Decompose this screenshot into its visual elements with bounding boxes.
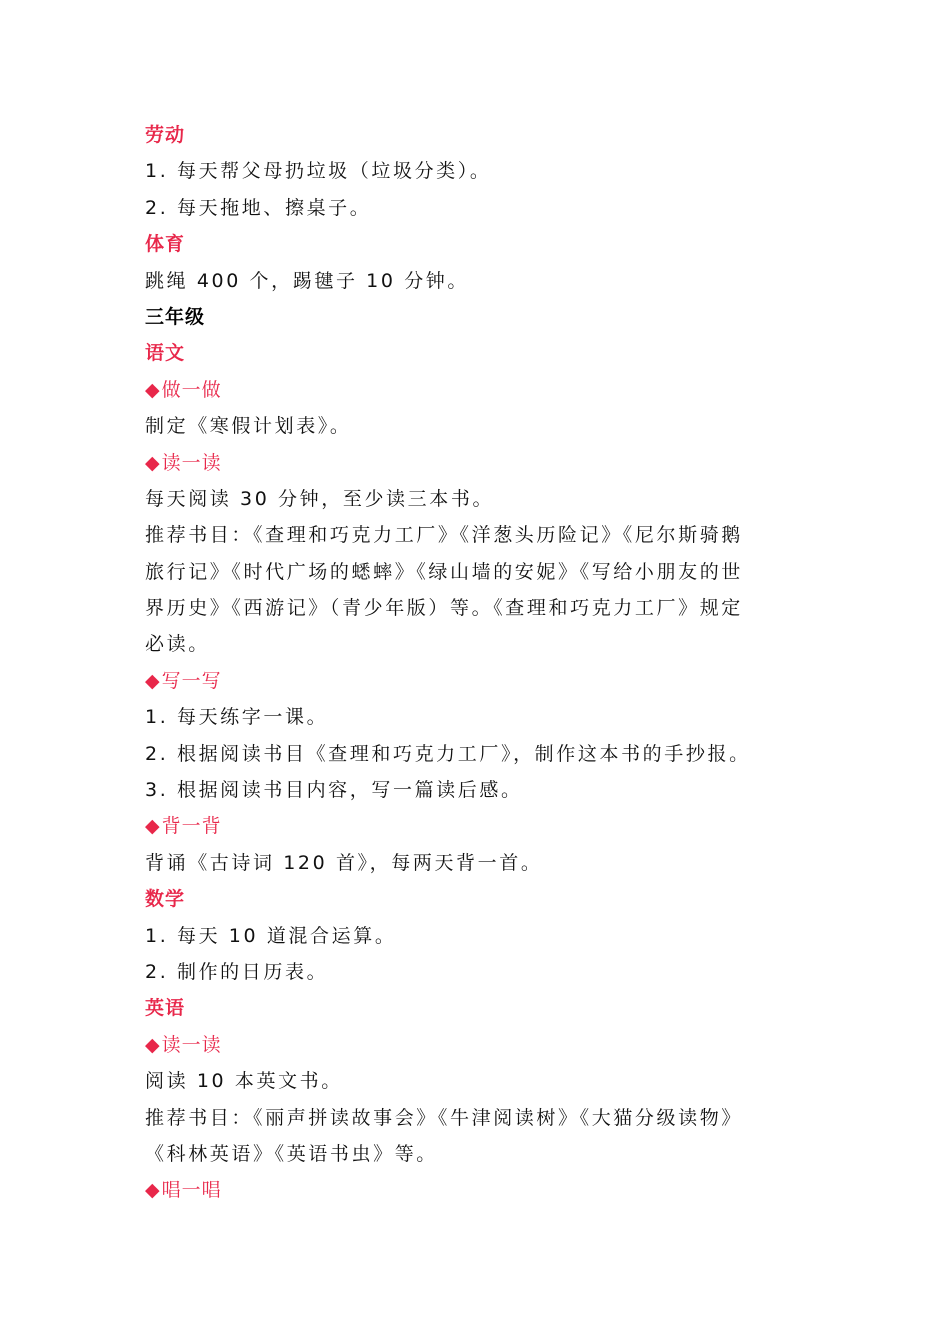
pe-text: 跳绳 400 个，踢毽子 10 分钟。 <box>145 269 470 292</box>
english-read-text: 阅读 10 本英文书。 <box>145 1070 343 1093</box>
chinese-write-item-3: 3. 根据阅读书目内容，写一篇读后感。 <box>145 779 523 802</box>
subheading-english-sing <box>145 1172 815 1208</box>
chinese-recommend-line-3: 界历史》《西游记》（青少年版）等。《查理和巧克力工厂》规定 <box>145 597 743 620</box>
diamond-icon: ◆ <box>145 815 161 838</box>
diamond-icon: ◆ <box>145 378 161 401</box>
document-page <box>145 117 815 1209</box>
subheading-chinese-write <box>145 663 815 699</box>
chinese-recommend-line-2: 旅行记》《时代广场的蟋蟀》《绿山墙的安妮》《写给小朋友的世 <box>145 560 743 583</box>
chinese-write-item-2: 2. 根据阅读书目《查理和巧克力工厂》，制作这本书的手抄报。 <box>145 742 751 765</box>
subheading-label: 读一读 <box>161 1033 222 1056</box>
chinese-recommend-line-1: 推荐书目：《查理和巧克力工厂》《洋葱头历险记》《尼尔斯骑鹅 <box>145 524 743 547</box>
subheading-label: 唱一唱 <box>161 1179 222 1202</box>
section-heading-english: 英语 <box>145 997 186 1020</box>
subheading-label: 做一做 <box>161 378 222 401</box>
chinese-recite-text: 背诵《古诗词 120 首》，每两天背一首。 <box>145 851 543 874</box>
math-item-2: 2. 制作的日历表。 <box>145 960 329 983</box>
math-item-1: 1. 每天 10 道混合运算。 <box>145 924 397 947</box>
chinese-do-text: 制定《寒假计划表》。 <box>145 415 352 438</box>
labor-item-1: 1. 每天帮父母扔垃圾（垃圾分类）。 <box>145 160 492 183</box>
diamond-icon: ◆ <box>145 1033 161 1056</box>
chinese-write-item-1: 1. 每天练字一课。 <box>145 706 329 729</box>
subheading-label: 背一背 <box>161 815 222 838</box>
diamond-icon: ◆ <box>145 1179 161 1202</box>
labor-item-2: 2. 每天拖地、擦桌子。 <box>145 196 372 219</box>
diamond-icon: ◆ <box>145 451 161 474</box>
diamond-icon: ◆ <box>145 669 161 692</box>
english-recommend-line-2: 《科林英语》《英语书虫》等。 <box>145 1142 438 1165</box>
section-heading-math: 数学 <box>145 888 186 911</box>
chinese-recommend-line-4: 必读。 <box>145 633 210 656</box>
subheading-chinese-read <box>145 445 815 481</box>
grade-heading-3: 三年级 <box>145 305 206 328</box>
subheading-chinese-recite <box>145 808 815 844</box>
section-heading-pe: 体育 <box>145 233 186 256</box>
subheading-english-read <box>145 1027 815 1063</box>
english-recommend-line-1: 推荐书目：《丽声拼读故事会》《牛津阅读树》《大猫分级读物》 <box>145 1106 743 1129</box>
section-heading-labor: 劳动 <box>145 124 186 146</box>
chinese-read-text: 每天阅读 30 分钟，至少读三本书。 <box>145 487 495 510</box>
subheading-label: 写一写 <box>161 669 222 692</box>
section-heading-chinese: 语文 <box>145 342 186 365</box>
subheading-chinese-do <box>145 372 815 408</box>
subheading-label: 读一读 <box>161 451 222 474</box>
